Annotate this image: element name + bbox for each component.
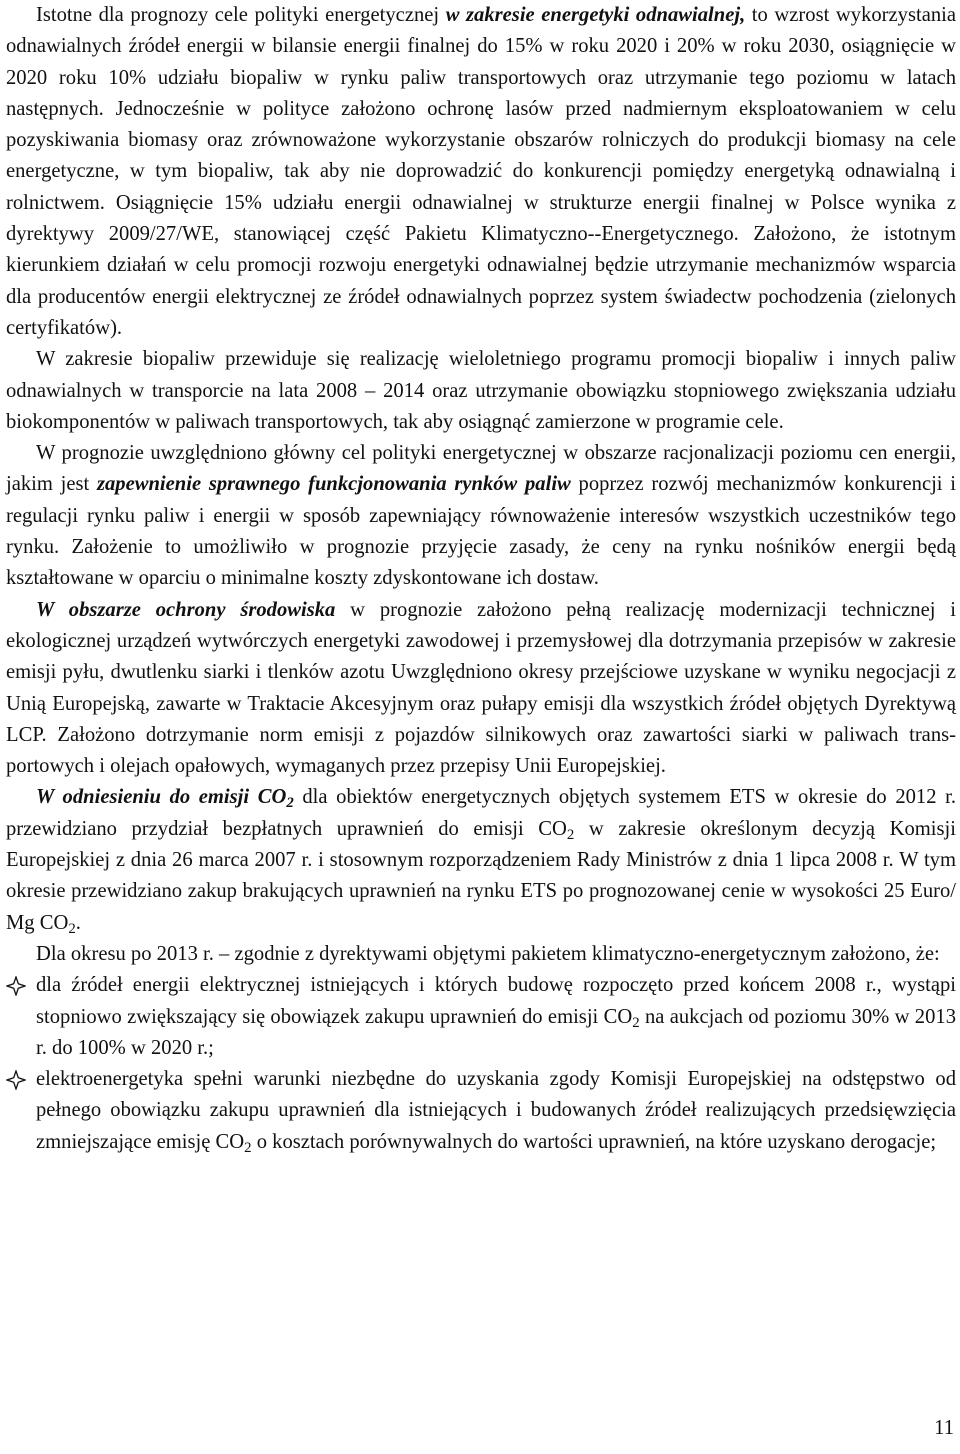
emphasis-text: zapewnienie sprawnego funkcjonowania rynków paliw [96, 473, 571, 496]
text-run: to wzrost wykorzystania odnawialnych źródeł energii w bilansie energii finalnej do 15% w roku 2020 i 20% w roku 2030, osiągnięcie w 2020 roku 10% udziału biopaliw w rynku paliw transportowych oraz utrzymanie tego poziomu w latach następnych. Jednocześnie w polityce założono ochronę lasów przed nadmiernym eksploatowaniem w celu pozyskiwania biomasy oraz zrównoważone wykorzystanie obszarów rolniczych do produkcji biomasy na cele energetyczne, w tym biopaliw, tak aby nie doprowadzić do konkurencji pomiędzy energetyką odnawialną i rolnictwem. Osiągnięcie 15% udziału energii odnawialnej w strukturze energii finalnej w Polsce wynika z dyrektywy 2009/27/WE, stanowiącej część Pakietu Klimatyczno-​-Energetycznego. Założono, że istotnym kierunkiem działań w celu promocji rozwoju energetyki odnawialnej będzie utrzymanie mechanizmów wsparcia dla producentów energii elektrycznej ze źródeł odnawialnych poprzez system świadectw pochodzenia (zielonych certyfikatów). [6, 4, 957, 339]
bullet-item [6, 1064, 956, 1158]
subscript: 2 [632, 1014, 640, 1031]
bullet-item [6, 970, 956, 1064]
page-number: 11 [934, 1417, 954, 1439]
text-run: o kosztach porównywalnych do wartości uprawnień, na które uzyskano derogacje; [251, 1130, 937, 1153]
paragraph [6, 595, 956, 783]
four-point-star-icon [6, 1070, 26, 1090]
text-run: dla obiektów energetycznych objętych systemem ETS w okresie do 2012 r. przewidziano przydział bezpłatnych uprawnień do emisji CO [6, 786, 956, 840]
emphasis-text: W odniesieniu do emisji CO [36, 786, 287, 809]
text-run: elektroenergetyka spełni warunki niezbędne do uzyskania zgody Komisji Europejskiej na odstępstwo od pełnego obowiązku zakupu uprawnień dla istniejących i budowanych źródeł realizujących przedsięwzięcia zmniejszające emisję CO [36, 1068, 956, 1153]
paragraph [6, 782, 956, 938]
paragraph [6, 939, 956, 970]
bullet-list [6, 970, 956, 1158]
text-run: W zakresie biopaliw przewiduje się realizację wieloletniego programu promocji biopaliw i innych paliw odnawialnych w transporcie na lata 2008 – 2014 oraz utrzymanie obowiązku stopniowego zwiększania udziału biokomponentów w paliwach transportowych, tak aby osiągnąć zamierzone w programie cele. [6, 348, 956, 433]
text-run: W prognozie uwzględniono główny cel polityki energetycznej w obszarze racjonalizacji poziomu cen energii, jakim jest [6, 442, 956, 496]
text-run: poprzez rozwój mechanizmów konkurencji i regulacji rynku paliw i energii w sposób zapewniający równoważenie interesów wszystkich uczestników tego rynku. Założenie to umożliwiło w prognozie przyjęcie zasady, że ceny na rynku nośników energii będą kształtowane w oparciu o minimalne koszty zdyskontowane ich dostaw. [6, 473, 956, 590]
subscript: 2 [286, 795, 294, 812]
text-run: w zakresie określonym decyzją Komisji Europejskiej z dnia 26 marca 2007 r. i stosownym rozporządzeniem Rady Ministrów z dnia 1 lipca 2008 r. W tym okresie przewidziano zakup brakujących uprawnień na rynku ETS po prognozowanej cenie w wysokości 25 Euro/ Mg CO [6, 817, 956, 934]
four-point-star-icon [6, 976, 26, 996]
text-run: . [75, 911, 81, 934]
bullet-text [36, 974, 956, 1059]
emphasis-text: w zakresie energetyki odnawialnej, [445, 4, 746, 26]
paragraph [6, 344, 956, 438]
text-run: Dla okresu po 2013 r. – zgodnie z dyrektywami objętymi pakietem klimatyczno-energetycznym założono, że: [36, 942, 940, 965]
body-text [6, 0, 956, 1158]
subscript: 2 [566, 826, 575, 843]
text-run: Istotne dla prognozy cele polityki energetycznej [36, 4, 446, 26]
subscript: 2 [244, 1139, 252, 1156]
subscript: 2 [68, 920, 76, 937]
text-run: na aukcjach od poziomu 30% w 2013 r. do 100% w 2020 r.; [36, 1005, 956, 1059]
text-run: w prognozie założono pełną realizację modernizacji technicznej i ekologicznej urządzeń wytwórczych energetyki zawodowej i przemysłowej dla dotrzymania przepisów w zakresie emisji pyłu, dwutlenku siarki i tlenków azotu Uwzględniono okresy przejściowe uzyskane w wyniku negocjacji z Unią Europejską, zawarte w Traktacie Akcesyjnym oraz pułapy emisji dla wszystkich źródeł objętych Dyrektywą LCP. Założono dotrzymanie norm emisji z pojazdów silnikowych oraz zawartości siarki w paliwach transportowych i olejach opałowych, wymaganych przez przepisy Unii Europejskiej. [6, 598, 956, 778]
bullet-text [36, 1068, 956, 1156]
text-run: dla źródeł energii elektrycznej istniejących i których budowę rozpoczęto przed końcem 2008 r., wystąpi stopniowo zwiększający się obowiązek zakupu uprawnień do emisji CO [36, 974, 956, 1028]
paragraph [6, 0, 956, 344]
paragraph [6, 438, 956, 594]
emphasis-text: W obszarze ochrony środowiska [36, 598, 336, 621]
